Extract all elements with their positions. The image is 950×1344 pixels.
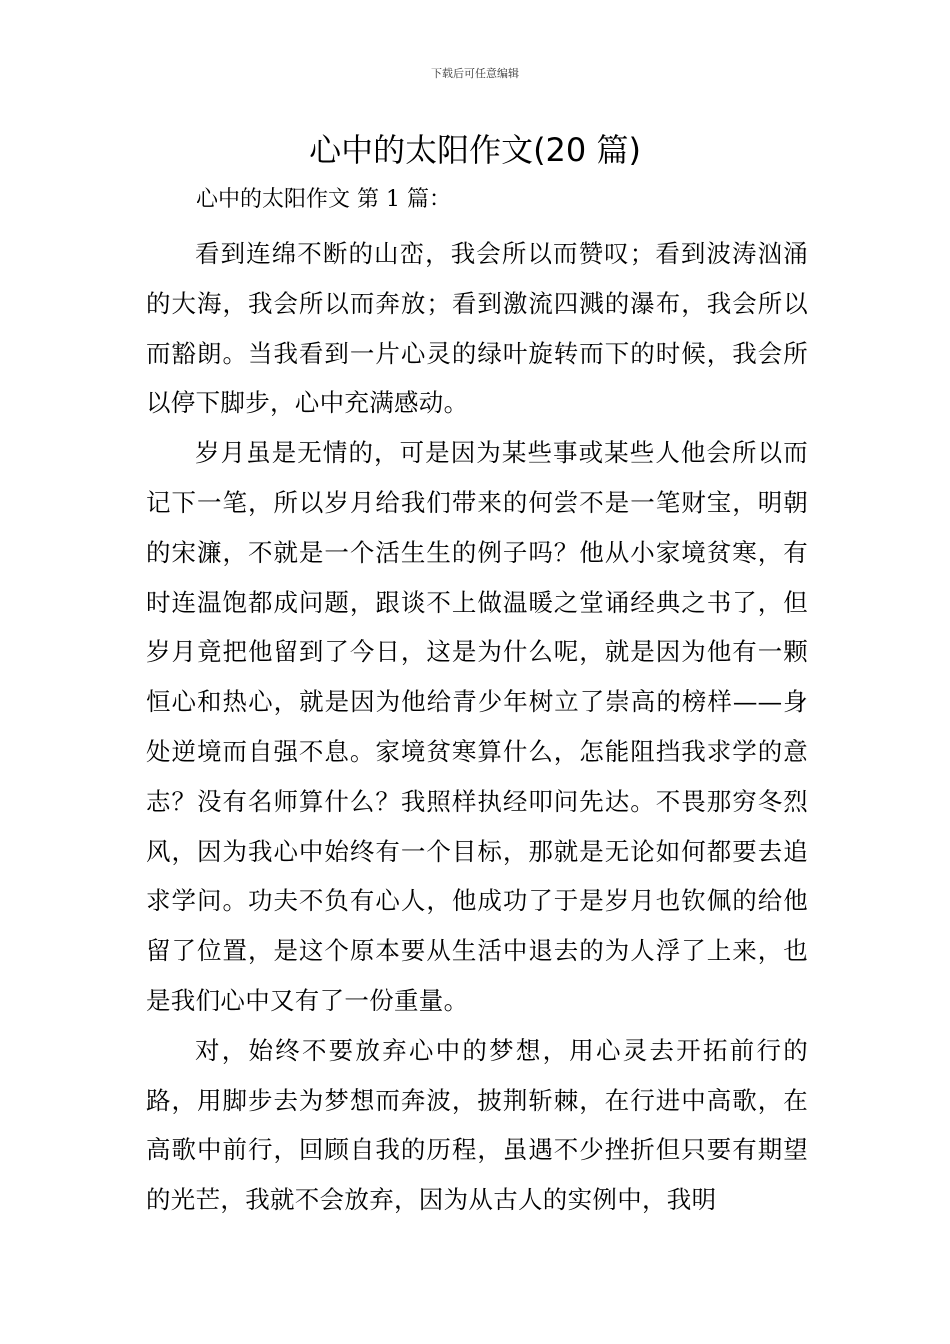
section-heading: 心中的太阳作文 第 1 篇：	[196, 187, 451, 212]
paragraph-1: 看到连绵不断的山峦，我会所以而赞叹；看到波涛汹涌的大海，我会所以而奔放；看到激流四溅的瀑布，我会所以而豁朗。当我看到一片心灵的绿叶旋转而下的时候，我会所以停下脚步，心中充满感动。	[146, 239, 808, 418]
body-text	[146, 229, 808, 1225]
paragraph-3: 对，始终不要放弃心中的梦想，用心灵去开拓前行的路，用脚步去为梦想而奔波，披荆斩棘，在行进中高歌，在高歌中前行，回顾自我的历程，虽遇不少挫折但只要有期望的光芒，我就不会放弃，因为从古人的实例中，我明	[146, 1035, 808, 1215]
page-title: 心中的太阳作文(20 篇)	[309, 131, 641, 169]
header-note: 下载后可任意编辑	[431, 67, 519, 80]
paragraph-2: 岁月虽是无情的，可是因为某些事或某些人他会所以而记下一笔，所以岁月给我们带来的何尝不是一笔财宝，明朝的宋濂，不就是一个活生生的例子吗？他从小家境贫寒，有时连温饱都成问题，跟谈不上做温暖之堂诵经典之书了，但岁月竟把他留到了今日，这是为什么呢，就是因为他有一颗恒心和热心，就是因为他给青少年树立了崇高的榜样——身处逆境而自强不息。家境贫寒算什么，怎能阻挡我求学的意志？没有名师算什么？我照样执经叩问先达。不畏那穷冬烈风，因为我心中始终有一个目标，那就是无论如何都要去追求学问。功夫不负有心人，他成功了于是岁月也钦佩的给他留了位置，是这个原本要从生活中退去的为人浮了上来，也是我们心中又有了一份重量。	[146, 438, 808, 1015]
